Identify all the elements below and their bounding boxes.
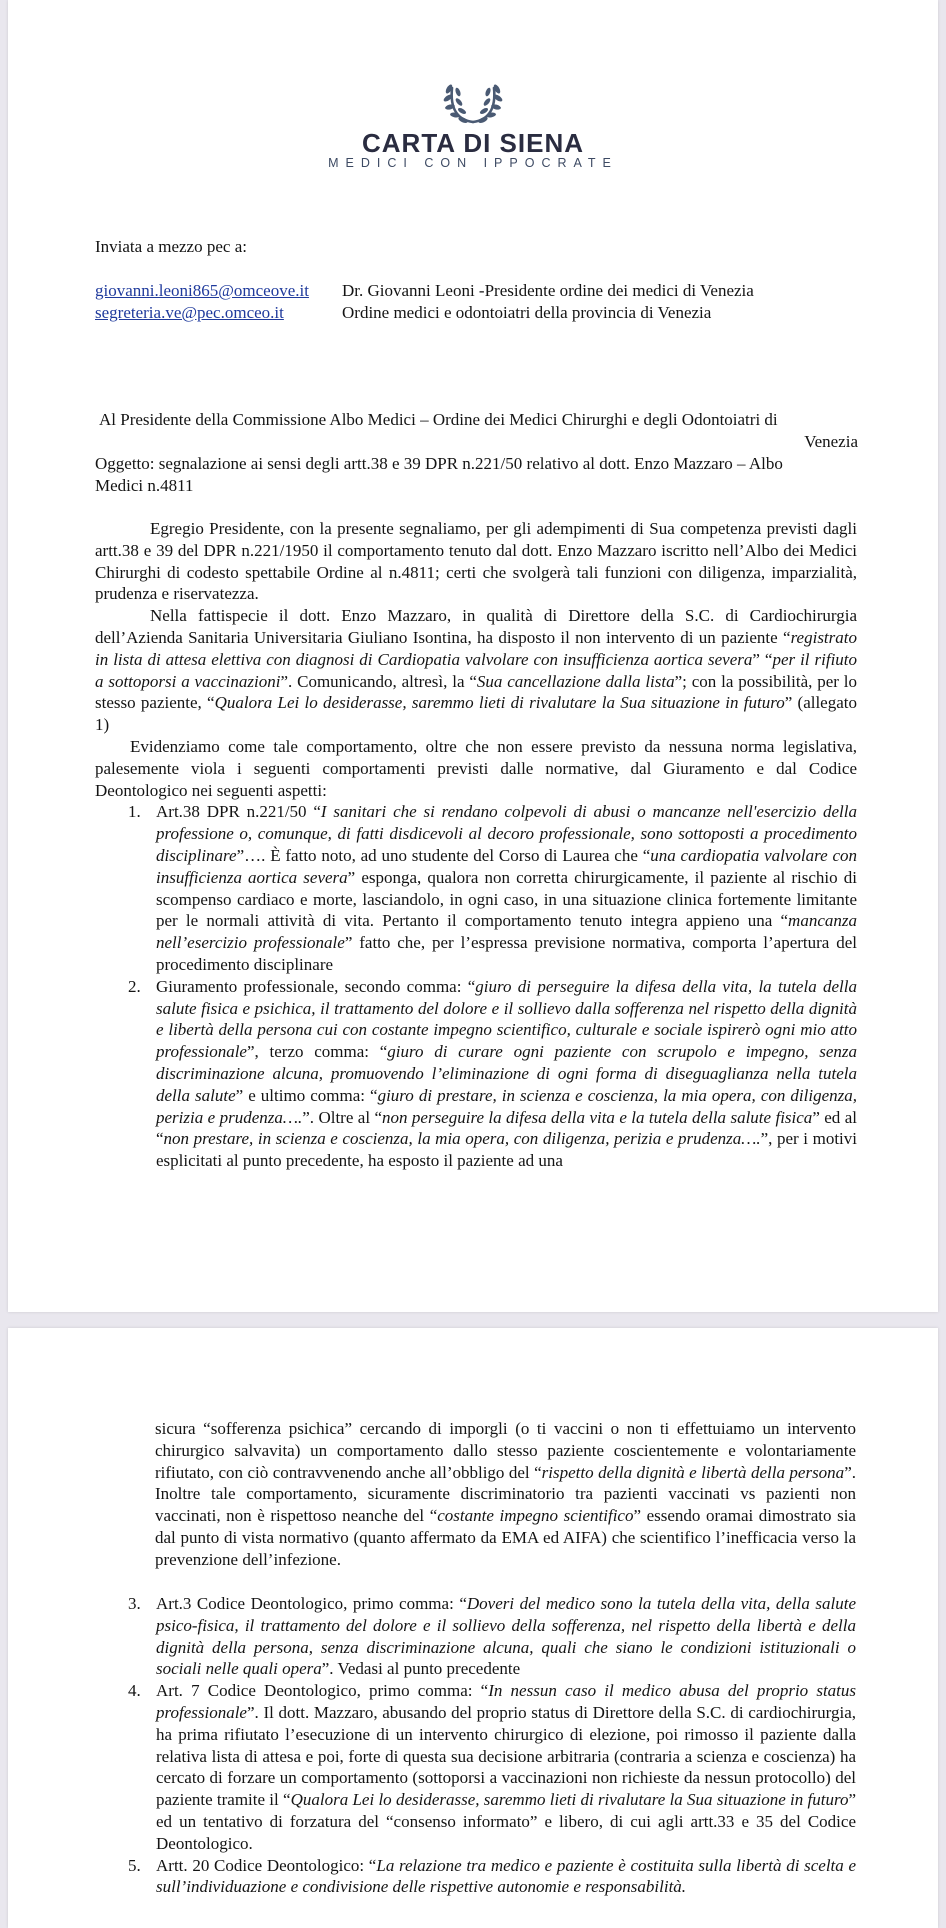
letter-body-continued (155, 1418, 856, 1571)
text-run: ”; con la possibilità, per lo stesso paziente, “ (95, 671, 857, 713)
recipient-description: Ordine medici e odontoiatri della provincia di Venezia (342, 302, 712, 322)
sent-via-label: Inviata a mezzo pec a: (95, 237, 247, 256)
text-run: sicura “sofferenza psichica” cercando di imporgli (o ti vaccini o non ti effettuiamo un intervento chirurgico salvavita) un comportamento dallo stesso paziente coscientemente e volontariamente rifiutato, con ciò contravvenendo anche all’obbligo del “ (155, 1419, 856, 1482)
recipient-email-link[interactable]: giovanni.leoni865@omceove.it (95, 281, 309, 300)
letter-page-2 (8, 1328, 938, 1928)
quoted-text: giuro di prestare, in scienza e coscienza, la mia opera, con diligenza, perizia e prudenza…. (156, 1085, 857, 1127)
text-run: Giuramento professionale, secondo comma: “ (156, 976, 476, 996)
quoted-text: In nessun caso il medico abusa del proprio status professionale (156, 1681, 856, 1722)
numbered-point (95, 1855, 856, 1899)
text-run: ” (allegato 1) (95, 693, 857, 735)
letter-page-1 (8, 0, 938, 1312)
text-run: ”, terzo comma: “ (246, 1042, 388, 1062)
text-run: ”…. È fatto noto, ad uno studente del Corso di Laurea che “ (236, 845, 651, 865)
logo-title: CARTA DI SIENA (362, 128, 584, 158)
point-number: 1. (128, 802, 141, 822)
text-run: ” fatto che, per l’espressa previsione normativa, comporta l’apertura del procedimento disciplinare (156, 933, 857, 974)
text-run: ” ed un tentativo di forzatura del “consenso informato” e libero, di cui agli artt.33 e 35 del Codice Deontologico. (156, 1790, 857, 1853)
body-paragraph: Egregio Presidente, con la presente segnaliamo, per gli adempimenti di Sua competenza previsti dagli artt.38 e 39 del DPR n.221/1950 il comportamento tenuto dal dott. Enzo Mazzaro iscritto nell’Albo dei Medici Chirurghi di codesto spettabile Ordine al n.4811; certi che svolgerà tali funzioni con diligenza, imparzialità, prudenza e riservatezza. (95, 519, 857, 604)
quoted-text: mancanza nell’esercizio professionale (156, 911, 857, 953)
text-run: ” e ultimo comma: “ (235, 1085, 378, 1105)
numbered-point (95, 801, 857, 975)
letterhead-logo (8, 80, 938, 170)
text-run: Art. 7 Codice Deontologico, primo comma: “ (156, 1681, 489, 1701)
numbered-point (95, 1680, 856, 1854)
quoted-text: La relazione tra medico e paziente è costituita sulla libertà di scelta e sull’individuazione e condivisione delle rispettive autonomie e responsabilità. (156, 1855, 857, 1897)
text-run: ”. Vedasi al punto precedente (321, 1659, 521, 1679)
quoted-text: costante impegno scientifico (437, 1506, 634, 1526)
text-run: ”. Comunicando, altresì, la “ (280, 671, 477, 691)
quoted-text: non perseguire la difesa della vita e la tutela della salute fisica (382, 1107, 813, 1127)
text-run: ” essendo oramai dimostrato sia dal punto di vista normativo (quanto affermato da EMA ed AIFA) che scientifico l’inefficacia verso la prevenzione dell’infezione. (155, 1506, 856, 1569)
letter-body (95, 518, 857, 1172)
quoted-text: Sua cancellazione dalla lista (476, 671, 675, 691)
body-paragraph (95, 605, 857, 736)
quoted-text: giuro di curare ogni paziente con scrupolo e impegno, senza discriminazione alcuna, promuovendo l’eliminazione di ogni forma di diseguaglianza nella tutela della salute (156, 1042, 858, 1105)
quoted-text: non prestare, in scienza e coscienza, la mia opera, con diligenza, perizia e prudenza…. (163, 1129, 761, 1149)
text-run: Art.3 Codice Deontologico, primo comma: “ (156, 1594, 467, 1613)
point-number: 3. (128, 1594, 141, 1613)
quoted-text: rispetto della dignità e libertà della persona (541, 1462, 845, 1482)
numbered-points (95, 1593, 856, 1898)
quoted-text: una cardiopatia valvolare con insufficienza aortica severa (156, 845, 857, 887)
body-paragraph: Evidenziamo come tale comportamento, oltre che non essere previsto da nessuna norma legislativa, palesemente viola i seguenti comportamenti previsti dalle normative, dal Giuramento e dal Codice Deontologico nei seguenti aspetti: (95, 736, 857, 800)
text-run: ”, per i motivi esplicitati al punto precedente, ha esposto il paziente ad una (156, 1129, 857, 1171)
quoted-text: I sanitari che si rendano colpevoli di abusi o mancanze nell'esercizio della professione o, comunque, di fatti disdicevoli al decoro professionale, sono sottoposti a procedimento disciplinare (156, 802, 857, 865)
numbered-point (95, 1593, 856, 1680)
addressee-city: Venezia (804, 431, 858, 451)
subject-line: Oggetto: segnalazione ai sensi degli artt.38 e 39 DPR n.221/50 relativo al dott. Enzo Mazzaro – Albo Medici n.4811 (95, 454, 783, 495)
quoted-text: registrato in lista di attesa elettiva con diagnosi di Cardiopatia valvolare con insufficienza aortica severa (95, 627, 857, 669)
addressee (99, 409, 858, 453)
body-paragraph (155, 1418, 856, 1571)
point-number: 2. (128, 976, 141, 996)
text-run: ” “ (752, 649, 773, 669)
text-run: ” esponga, qualora non corretta chirurgicamente, il paziente al rischio di scompenso cardiaco e morte, lasciandolo, in ogni caso, in una situazione clinica fortemente limitante per le normali attività di vita. Pertanto il comportamento tenuto integra appieno una “ (156, 867, 857, 931)
point-number: 4. (128, 1681, 141, 1701)
text-run: Artt. 20 Codice Deontologico: “ (156, 1855, 377, 1875)
text-run: Nella fattispecie il dott. Enzo Mazzaro, in qualità di Direttore della S.C. di Cardiochirurgia dell’Azienda Sanitaria Universitaria Giuliano Isontina, ha disposto il non intervento di un paziente “ (95, 606, 857, 647)
letter-body-continued (95, 1593, 856, 1898)
text-run: Art.38 DPR n.221/50 “ (156, 802, 321, 822)
quoted-text: per il rifiuto a sottoporsi a vaccinazioni (95, 649, 858, 691)
recipient-row (95, 302, 855, 324)
text-run: ” ed al “ (156, 1107, 857, 1149)
quoted-text: giuro di perseguire la difesa della vita, la tutela della salute fisica e psichica, il trattamento del dolore e il sollievo dalla sofferenza nel rispetto della dignità e libertà della persona cui con costante impegno scientifico, culturale e sociale ispirerò ogni mio atto professionale (156, 976, 857, 1062)
numbered-points (95, 801, 857, 1172)
numbered-point (95, 976, 857, 1172)
text-run: ”. Il dott. Mazzaro, abusando del proprio status di Direttore della S.C. di cardiochirurgia, ha prima rifiutato l’esecuzione di un intervento chirurgico di elezione, poi rimosso il paziente dalla relativa lista di attesa e poi, forte di questa sua decisione arbitraria (contraria a scienza e coscienza) ha cercato di forzare un comportamento (sottoporsi a vaccinazioni non richieste da nessun protocollo) del paziente tramite il “ (156, 1702, 856, 1810)
quoted-text: Qualora Lei lo desiderasse, saremmo lieti di rivalutare la Sua situazione in futuro (290, 1790, 849, 1810)
laurel-wreath-icon (443, 80, 503, 126)
quoted-text: Doveri del medico sono la tutela della vita, della salute psico-fisica, il trattamento del dolore e il sollievo della sofferenza, nel rispetto della libertà e della dignità della persona, senza discriminazione alcuna, quali che siano le condizioni istituzionali o sociali nelle quali opera (156, 1594, 857, 1679)
point-number: 5. (128, 1855, 141, 1875)
text-run: ”. Oltre al “ (302, 1107, 382, 1127)
addressee-line: Al Presidente della Commissione Albo Medici – Ordine dei Medici Chirurghi e degli Odontoiatri di (99, 410, 778, 429)
recipient-list (95, 280, 855, 324)
recipient-email-link[interactable]: segreteria.ve@pec.omceo.it (95, 302, 284, 322)
recipient-description: Dr. Giovanni Leoni -Presidente ordine dei medici di Venezia (342, 281, 754, 300)
quoted-text: Qualora Lei lo desiderasse, saremmo lieti di rivalutare la Sua situazione in futuro (214, 693, 785, 713)
logo-subtitle: MEDICI CON IPPOCRATE (328, 156, 618, 170)
text-run: ”. Inoltre tale comportamento, sicuramente discriminatorio tra pazienti vaccinati vs pazienti non vaccinati, non è rispettoso neanche del “ (155, 1462, 856, 1526)
recipient-row (95, 280, 855, 302)
